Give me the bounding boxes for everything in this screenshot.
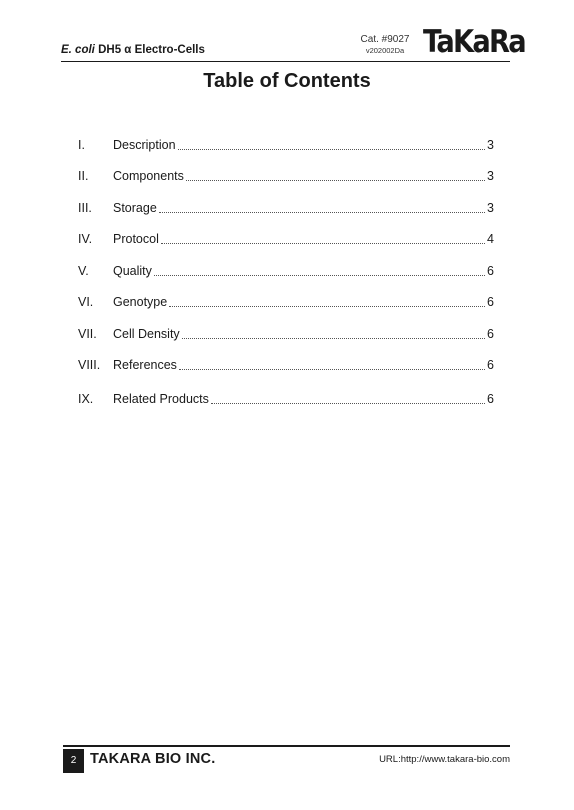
toc-entry-page: 3: [487, 201, 494, 215]
page-number-badge: 2: [63, 749, 84, 773]
toc-dot-leader: [179, 369, 485, 370]
toc-entry-label: Cell Density: [113, 327, 180, 341]
toc-dot-leader: [178, 149, 486, 150]
toc-entry-number: IX.: [78, 392, 94, 406]
toc-dot-leader: [186, 180, 485, 181]
toc-entry-page: 6: [487, 358, 494, 372]
page-title: Table of Contents: [203, 70, 371, 92]
toc-entry-number: IV.: [78, 232, 93, 246]
product-name: Electro-Cells: [134, 44, 205, 56]
toc-dot-leader: [211, 403, 485, 404]
toc-entry-description[interactable]: [78, 137, 494, 153]
toc-dot-leader: [159, 212, 485, 213]
toc-entry-label: Storage: [113, 201, 157, 215]
toc-entry-genotype[interactable]: [78, 294, 494, 310]
toc-entry-number: VI.: [78, 295, 94, 309]
toc-entry-page: 4: [487, 232, 494, 246]
company-url[interactable]: URL:http://www.takara-bio.com: [379, 754, 510, 765]
toc-entry-cell-density[interactable]: [78, 326, 494, 342]
takara-logo: TaKaRa: [423, 24, 525, 60]
toc-entry-label: Protocol: [113, 232, 159, 246]
toc-entry-number: VIII.: [78, 358, 101, 372]
company-name: TAKARA BIO INC.: [90, 751, 216, 767]
toc-entry-label: References: [113, 358, 177, 372]
toc-entry-number: VII.: [78, 327, 97, 341]
version-code: v202002Da: [365, 46, 405, 55]
catalog-info: [350, 34, 420, 56]
toc-entry-page: 6: [487, 264, 494, 278]
toc-entry-page: 3: [487, 138, 494, 152]
footer-divider: [63, 745, 510, 747]
toc-dot-leader: [154, 275, 485, 276]
toc-entry-protocol[interactable]: [78, 231, 494, 247]
catalog-number: Cat. #9027: [360, 34, 410, 45]
toc-entry-quality[interactable]: [78, 263, 494, 279]
toc-entry-page: 6: [487, 327, 494, 341]
toc-entry-label: Quality: [113, 264, 152, 278]
toc-entry-number: V.: [78, 264, 89, 278]
header-divider: [61, 61, 510, 62]
document-header-title: [61, 44, 205, 56]
toc-entry-page: 3: [487, 169, 494, 183]
toc-entry-number: I.: [78, 138, 85, 152]
toc-entry-label: Components: [113, 169, 184, 183]
toc-dot-leader: [169, 306, 485, 307]
toc-entry-components[interactable]: [78, 168, 494, 184]
toc-entry-storage[interactable]: [78, 200, 494, 216]
alpha-symbol: α: [124, 44, 132, 56]
toc-entry-references[interactable]: [78, 357, 494, 373]
toc-entry-page: 6: [487, 295, 494, 309]
toc-entry-label: Related Products: [113, 392, 209, 406]
toc-entry-label: Genotype: [113, 295, 168, 309]
toc-entry-page: 6: [487, 392, 494, 406]
toc-entry-number: II.: [78, 169, 89, 183]
toc-entry-related-products[interactable]: [78, 391, 494, 407]
species-name: E. coli: [61, 44, 95, 56]
toc-dot-leader: [161, 243, 485, 244]
toc-dot-leader: [182, 338, 485, 339]
toc-entry-label: Description: [113, 138, 176, 152]
strain-name: DH5: [98, 44, 122, 56]
toc-entry-number: III.: [78, 201, 92, 215]
